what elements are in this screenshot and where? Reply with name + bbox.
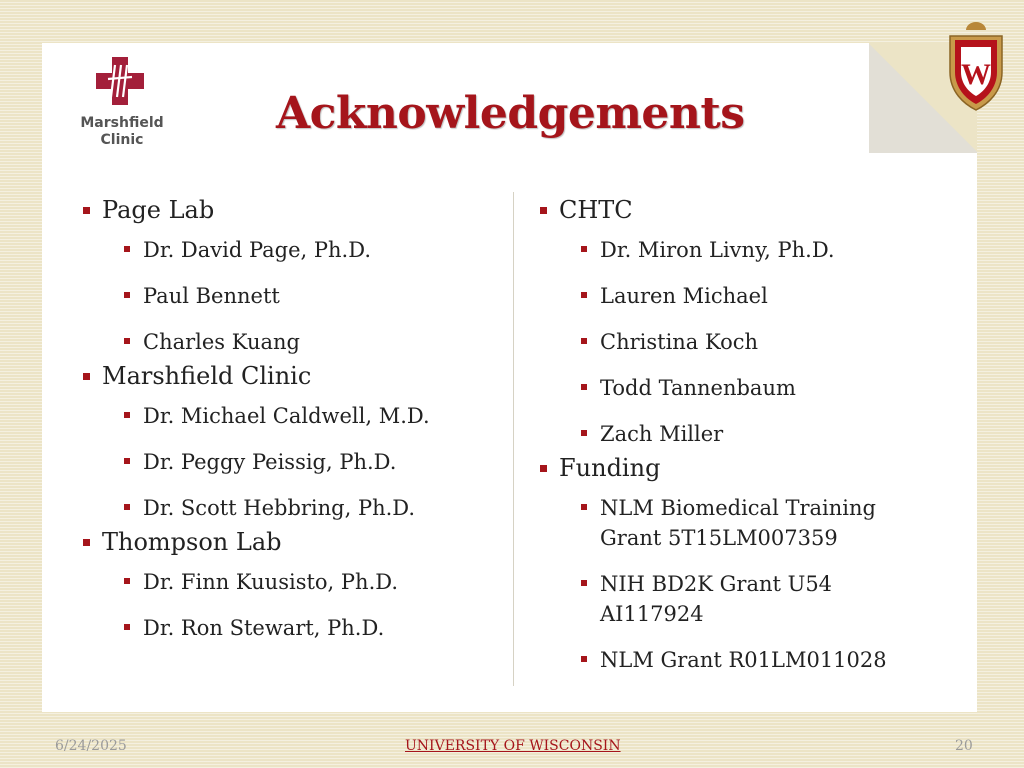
list-item: NIH BD2K Grant U54 AI117924 xyxy=(578,569,937,629)
slide-title: Acknowledgements xyxy=(276,88,745,139)
logo-line2: Clinic xyxy=(100,132,144,148)
section-heading: Thompson Lab xyxy=(80,527,500,557)
list-item: Christina Koch xyxy=(578,327,937,357)
right-column xyxy=(537,195,937,691)
logo-line1: Marshfield xyxy=(80,115,164,131)
footer-organization: UNIVERSITY OF WISCONSIN xyxy=(405,738,621,754)
list-item: Dr. Ron Stewart, Ph.D. xyxy=(121,613,500,643)
list-item: Todd Tannenbaum xyxy=(578,373,937,403)
list-item: Paul Bennett xyxy=(121,281,500,311)
list-item: Lauren Michael xyxy=(578,281,937,311)
section-heading: Funding xyxy=(537,453,937,483)
list-item: Dr. David Page, Ph.D. xyxy=(121,235,500,265)
marshfield-cross-icon xyxy=(96,57,144,105)
list-item: Dr. Scott Hebbring, Ph.D. xyxy=(121,493,500,523)
footer-date: 6/24/2025 xyxy=(55,738,127,754)
page-number: 20 xyxy=(955,738,973,754)
list-item: Charles Kuang xyxy=(121,327,500,357)
list-item: Zach Miller xyxy=(578,419,937,449)
left-column xyxy=(80,195,500,659)
section-heading: Marshfield Clinic xyxy=(80,361,500,391)
list-item: Dr. Peggy Peissig, Ph.D. xyxy=(121,447,500,477)
list-item: NLM Biomedical Training Grant 5T15LM007359 xyxy=(578,493,937,553)
list-item: Dr. Miron Livny, Ph.D. xyxy=(578,235,937,265)
uw-crest-icon xyxy=(946,20,1006,112)
section-heading: Page Lab xyxy=(80,195,500,225)
logo-text xyxy=(74,115,170,149)
column-divider xyxy=(513,192,514,686)
crest-letter: W xyxy=(961,58,991,91)
section-heading: CHTC xyxy=(537,195,937,225)
list-item: Dr. Finn Kuusisto, Ph.D. xyxy=(121,567,500,597)
list-item: NLM Grant R01LM011028 xyxy=(578,645,937,675)
marshfield-clinic-logo xyxy=(74,55,170,155)
list-item: Dr. Michael Caldwell, M.D. xyxy=(121,401,500,431)
